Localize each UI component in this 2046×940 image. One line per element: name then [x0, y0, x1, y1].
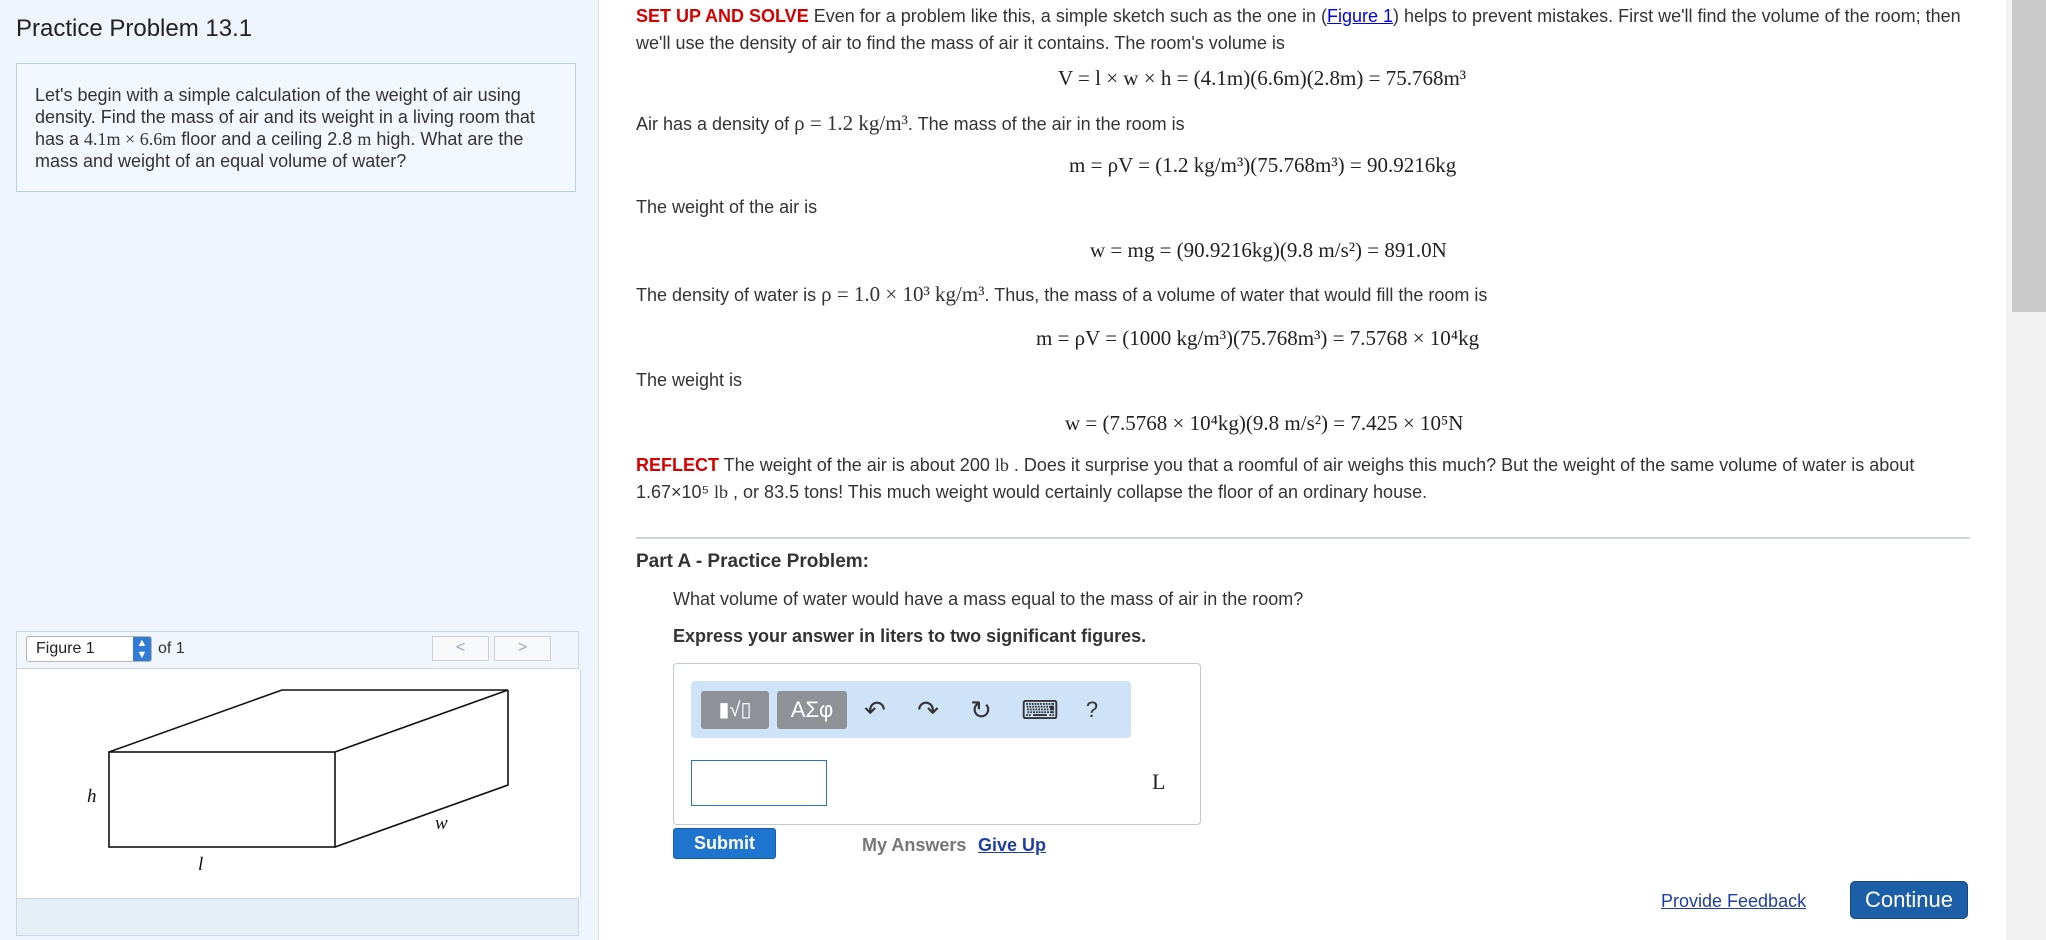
label-l: l [198, 854, 204, 875]
setup-text-2: ) helps to prevent mistakes. First we'll find the volume of the room; then we'll use the density of air to find the mass of air it contains. The room's volume is [636, 6, 1961, 53]
part-a-question: What volume of water would have a mass equal to the mass of air in the room? [673, 589, 1304, 609]
water-density-paragraph [636, 281, 1487, 309]
intro-text-2: floor and a ceiling 2.8 [176, 129, 358, 149]
reflect-text-1: The weight of the air is about 200 [719, 455, 995, 475]
room-box-diagram [17, 669, 580, 898]
box-top-face [109, 690, 508, 752]
figure-select[interactable] [26, 636, 152, 662]
air-weight-label: The weight of the air is [636, 197, 818, 217]
water-mass-equation: m = ρV = (1000 kg/m³)(75.768m³) = 7.5768 × 10⁴kg [1036, 326, 1480, 350]
give-up-link[interactable]: Give Up [978, 835, 1047, 855]
reflect-paragraph [636, 452, 1966, 506]
submit-button[interactable]: Submit [673, 828, 776, 859]
reset-icon[interactable]: ↻ [970, 695, 992, 725]
part-a-instruction: Express your answer in liters to two significant figures. [673, 626, 1147, 646]
reflect-text-4: , or 83.5 tons! This much weight would certainly collapse the floor of an ordinary house. [728, 482, 1428, 502]
help-icon[interactable]: ? [1085, 697, 1099, 722]
intro-math-floor: 4.1m × 6.6m [84, 129, 177, 149]
reflect-text-3: 1.67×10⁵ [636, 482, 715, 502]
answer-editor [673, 663, 1201, 825]
reflect-keyword: REFLECT [636, 455, 719, 475]
label-h: h [87, 786, 97, 807]
reflect-unit-1: lb [994, 455, 1009, 475]
intro-math-unit: m [357, 129, 372, 149]
intro-text-3: high. What are the mass and weight of an equal volume of water? [35, 129, 524, 171]
continue-button[interactable]: Continue [1850, 881, 1968, 919]
water-weight-equation: w = (7.5768 × 10⁴kg)(9.8 m/s²) = 7.425 × 10⁵N [1065, 411, 1464, 435]
problem-statement [16, 63, 576, 192]
next-figure-button[interactable]: > [494, 636, 551, 661]
figure-footer [16, 898, 579, 936]
symbols-button[interactable]: ΑΣφ [777, 691, 847, 729]
water-text-1: The density of water is [636, 285, 822, 305]
setup-keyword: SET UP AND SOLVE [636, 6, 809, 26]
provide-feedback-link[interactable]: Provide Feedback [1661, 891, 1807, 911]
math-toolbar [691, 681, 1131, 738]
templates-button[interactable]: ▮√▯ [701, 691, 769, 729]
answer-input[interactable] [691, 760, 827, 806]
prev-figure-button[interactable]: < [432, 636, 489, 661]
air-text-2: . The mass of the air in the room is [907, 114, 1185, 134]
figure-view [16, 669, 581, 898]
left-panel [0, 0, 599, 940]
air-weight-equation: w = mg = (90.9216kg)(9.8 m/s²) = 891.0N [1090, 238, 1447, 262]
intro-text-1: Let's begin with a simple calculation of the weight of air using density. Find the mass of air and its weight in a living room that has a [35, 85, 535, 149]
figure-select-value: Figure 1 [36, 640, 95, 657]
part-a-title: Part A - Practice Problem: [636, 551, 870, 572]
label-w: w [435, 813, 448, 834]
air-density-paragraph [636, 110, 1185, 138]
undo-icon[interactable]: ↶ [864, 695, 886, 725]
setup-text-1: Even for a problem like this, a simple sketch such as the one in ( [808, 6, 1327, 26]
volume-equation: V = l × w × h = (4.1m)(6.6m)(2.8m) = 75.768m³ [1058, 66, 1467, 90]
scrollbar-thumb[interactable] [2012, 0, 2046, 312]
scrollbar[interactable] [2006, 0, 2046, 940]
problem-title: Practice Problem 13.1 [16, 15, 253, 42]
my-answers-label: My Answers [862, 835, 967, 855]
air-text-1: Air has a density of [636, 114, 795, 134]
setup-paragraph [636, 3, 1966, 57]
water-weight-label: The weight is [636, 370, 743, 390]
figure-1-link[interactable]: Figure 1 [1326, 6, 1393, 26]
box-side-face [335, 690, 508, 847]
keyboard-icon[interactable]: ⌨ [1021, 695, 1059, 725]
box-front-face [109, 752, 335, 847]
air-mass-equation: m = ρV = (1.2 kg/m³)(75.768m³) = 90.9216kg [1069, 153, 1457, 177]
redo-icon[interactable]: ↷ [917, 695, 939, 725]
water-density-math: ρ = 1.0 × 10³ kg/m³ [821, 282, 985, 306]
reflect-unit-2: lb [714, 482, 729, 502]
answer-unit: L [1152, 769, 1166, 794]
figure-toolbar [16, 631, 579, 669]
select-arrows-icon: ▲ ▼ [133, 637, 151, 661]
air-density-math: ρ = 1.2 kg/m³ [794, 111, 908, 135]
figure-count: of 1 [158, 640, 185, 657]
section-divider [636, 537, 1970, 539]
reflect-text-2: . Does it surprise you that a roomful of air weighs this much? But the weight of the same volume of water is about [1008, 455, 1915, 475]
water-text-2: . Thus, the mass of a volume of water that would fill the room is [984, 285, 1488, 305]
